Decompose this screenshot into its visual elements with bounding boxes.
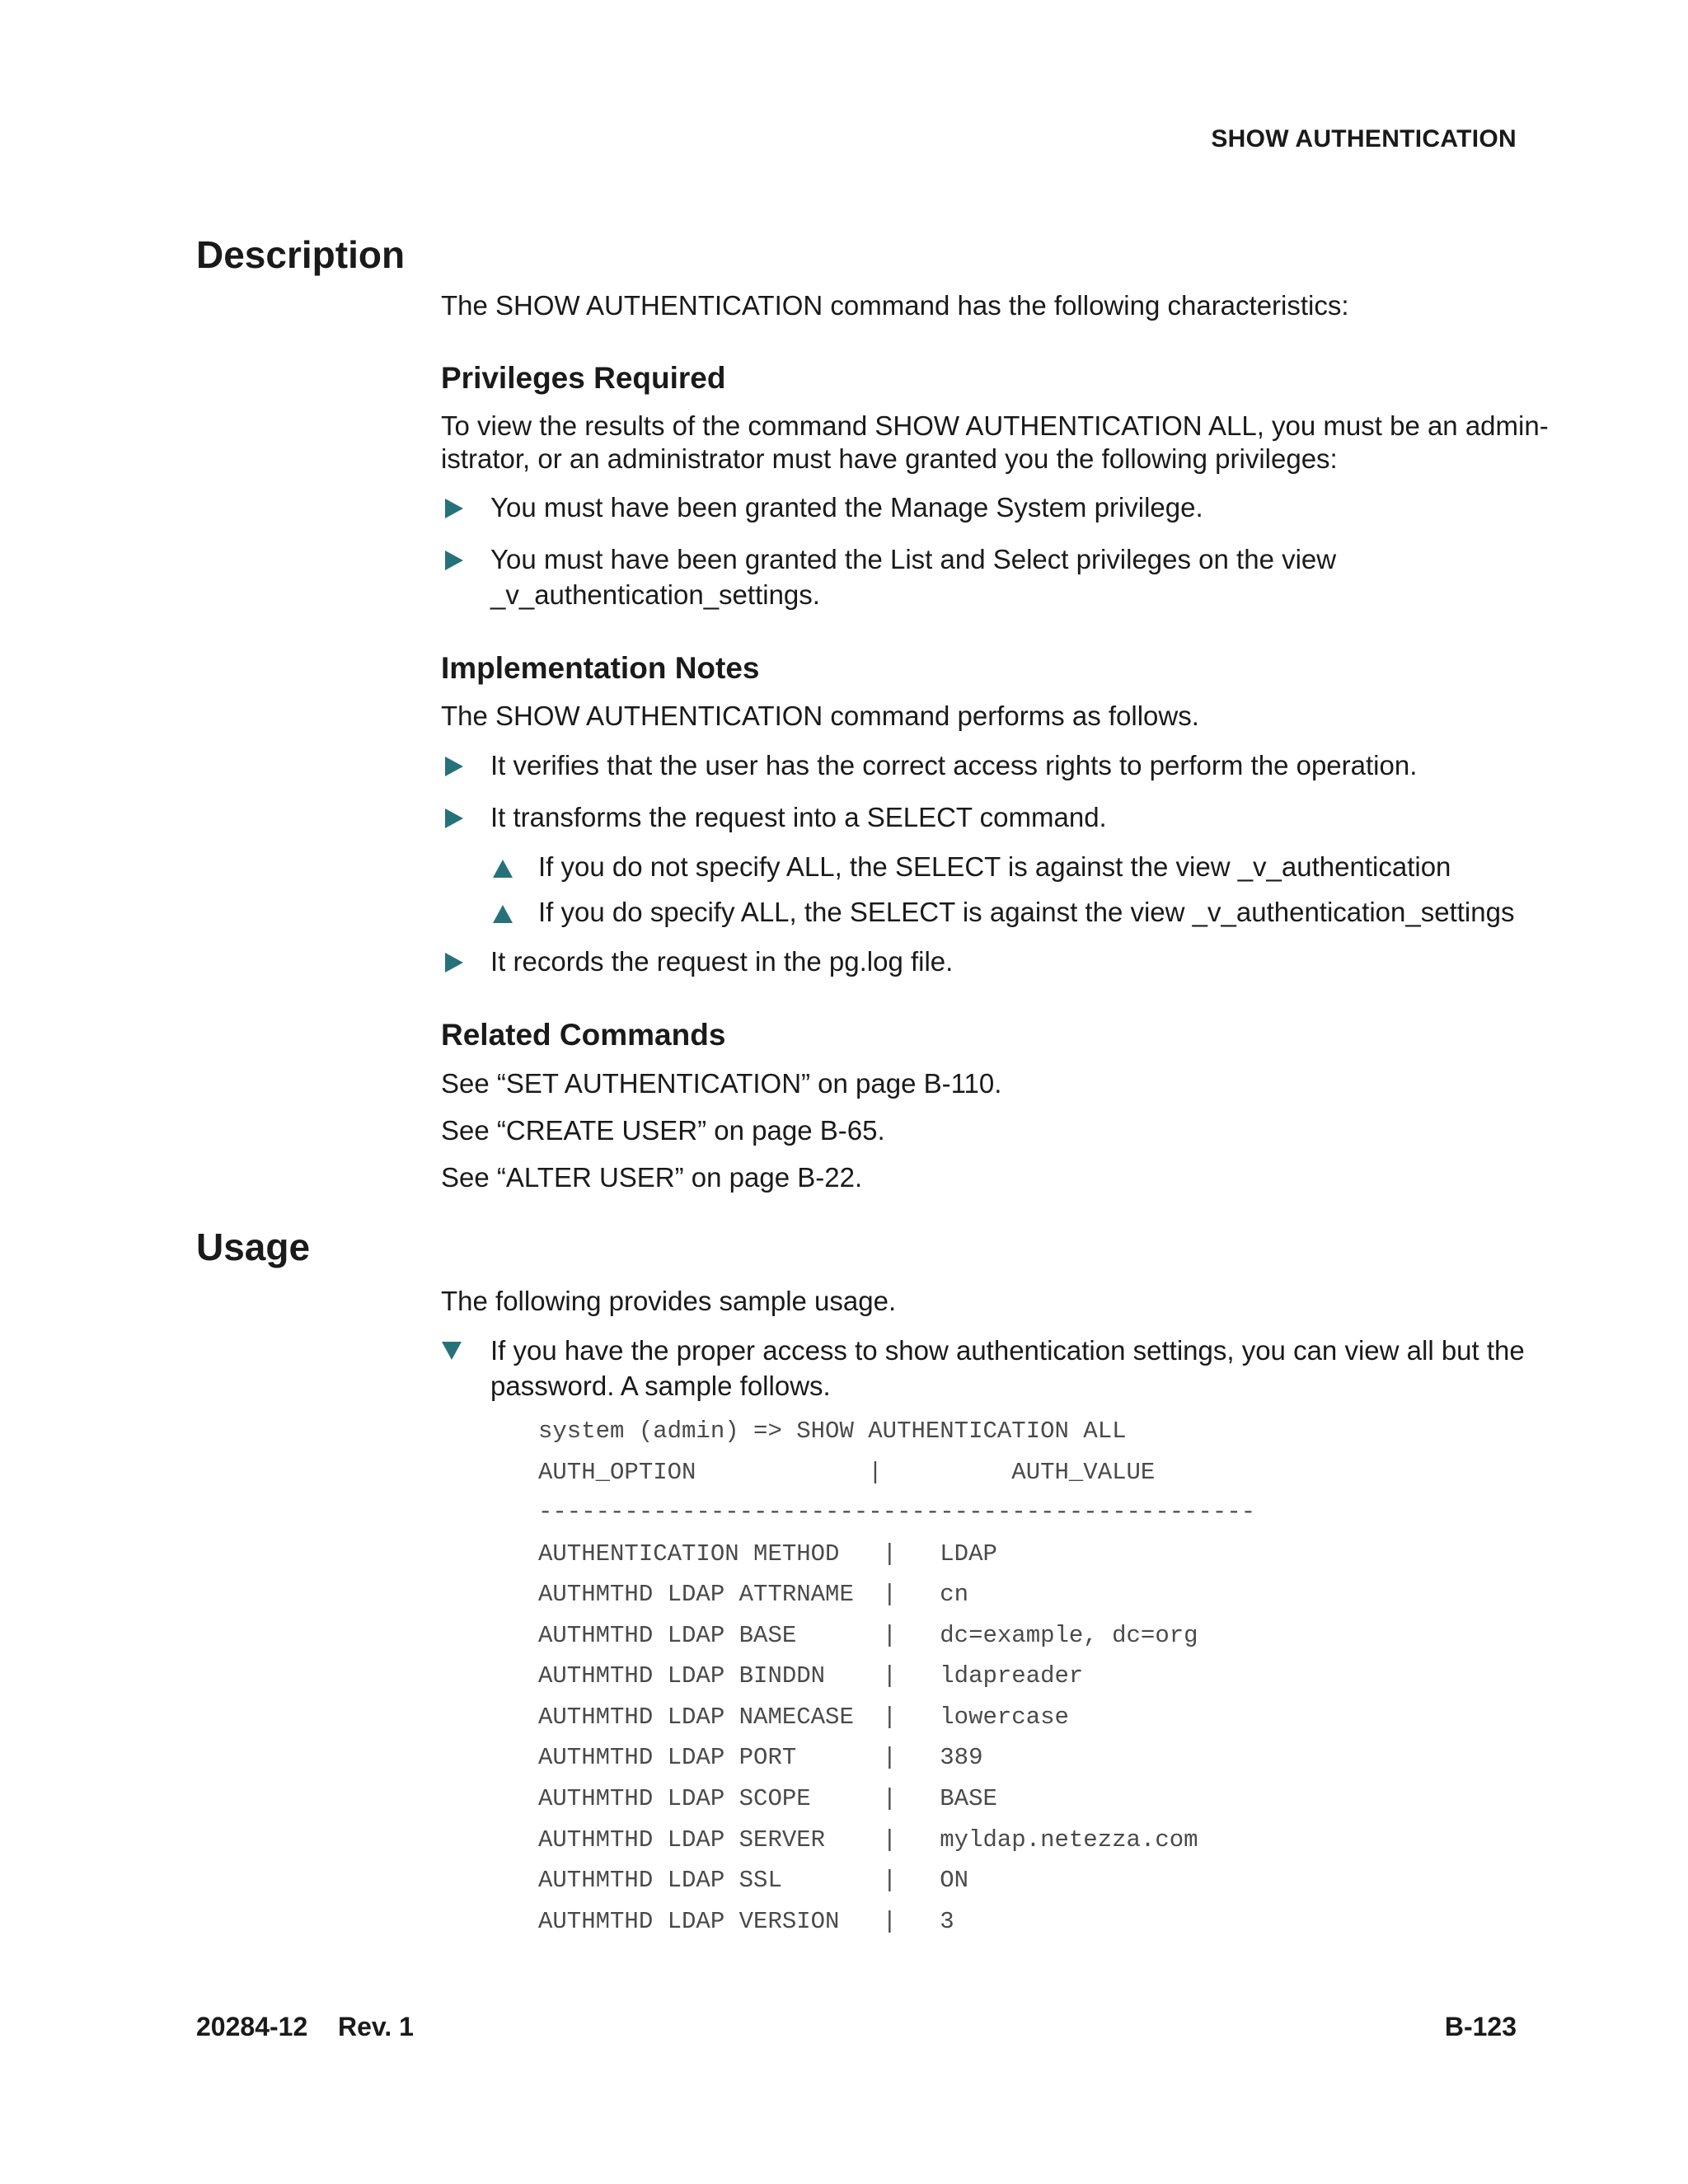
footer-doc-number: 20284-12 — [196, 2012, 308, 2041]
code-row: AUTHMTHD LDAP BASE | dc=example, dc=org — [538, 1622, 1198, 1649]
privileges-paragraph-line-1: To view the results of the command SHOW AUTHENTICATION ALL, you must be an admin- — [441, 410, 1549, 441]
code-row: AUTHMTHD LDAP VERSION | 3 — [538, 1908, 954, 1935]
bullet-arrow-icon — [445, 551, 463, 570]
usage-intro: The following provides sample usage. — [441, 1286, 897, 1316]
code-row: AUTHMTHD LDAP SCOPE | BASE — [538, 1785, 997, 1812]
section-heading-description: Description — [196, 233, 406, 276]
implementation-sub-bullet-1: If you do not specify ALL, the SELECT is against the view _v_authentication — [538, 851, 1451, 882]
code-column-header: AUTH_OPTION | AUTH_VALUE — [538, 1459, 1156, 1486]
code-row: AUTHMTHD LDAP NAMECASE | lowercase — [538, 1704, 1069, 1731]
description-intro: The SHOW AUTHENTICATION command has the following characteristics: — [441, 290, 1349, 321]
section-heading-usage: Usage — [196, 1226, 311, 1268]
implementation-sub-bullet-2: If you do specify ALL, the SELECT is against the view _v_authentication_settings — [538, 897, 1515, 927]
implementation-heading: Implementation Notes — [441, 651, 760, 685]
bullet-arrow-icon — [445, 953, 463, 972]
implementation-intro: The SHOW AUTHENTICATION command performs as follows. — [441, 701, 1199, 731]
code-row: AUTHMTHD LDAP PORT | 389 — [538, 1744, 983, 1771]
code-row: AUTHMTHD LDAP BINDDN | ldapreader — [538, 1662, 1084, 1690]
privileges-paragraph-line-2: istrator, or an administrator must have granted you the following privileges: — [441, 443, 1338, 474]
related-command-link-3[interactable]: See “ALTER USER” on page B-22. — [441, 1162, 863, 1193]
implementation-bullet-1: It verifies that the user has the correct access rights to perform the operation. — [490, 750, 1418, 780]
code-row: AUTHMTHD LDAP ATTRNAME | cn — [538, 1581, 969, 1608]
code-command-line: system (admin) => SHOW AUTHENTICATION ALL — [538, 1418, 1127, 1445]
expanded-bullet-triangle-icon — [442, 1342, 462, 1360]
bullet-arrow-icon — [445, 808, 463, 828]
code-row: AUTHENTICATION METHOD | LDAP — [538, 1540, 997, 1568]
usage-bullet-line-2: password. A sample follows. — [490, 1371, 831, 1401]
bullet-arrow-icon — [445, 499, 463, 518]
privileges-bullet-1: You must have been granted the Manage System privilege. — [490, 492, 1203, 523]
bullet-arrow-icon — [445, 757, 463, 776]
footer-revision: Rev. 1 — [338, 2012, 414, 2041]
related-command-link-2[interactable]: See “CREATE USER” on page B-65. — [441, 1115, 885, 1146]
sub-bullet-triangle-icon — [493, 905, 513, 923]
implementation-bullet-2: It transforms the request into a SELECT command. — [490, 802, 1107, 832]
related-command-link-1[interactable]: See “SET AUTHENTICATION” on page B-110. — [441, 1068, 1002, 1099]
implementation-bullet-3: It records the request in the pg.log file. — [490, 946, 954, 977]
usage-bullet-line-1: If you have the proper access to show authentication settings, you can view all but the — [490, 1335, 1525, 1366]
footer-page-number: B-123 — [1444, 2012, 1517, 2041]
code-row: AUTHMTHD LDAP SSL | ON — [538, 1867, 969, 1894]
code-row: AUTHMTHD LDAP SERVER | myldap.netezza.com — [538, 1826, 1198, 1854]
privileges-bullet-2-line-1: You must have been granted the List and Select privileges on the view — [490, 544, 1337, 574]
running-head: SHOW AUTHENTICATION — [1211, 125, 1517, 152]
code-divider: -------------------------------------------------- — [538, 1498, 1256, 1526]
related-heading: Related Commands — [441, 1018, 726, 1052]
privileges-bullet-2-line-2: _v_authentication_settings. — [490, 579, 820, 610]
sub-bullet-triangle-icon — [493, 860, 513, 878]
privileges-heading: Privileges Required — [441, 361, 726, 395]
